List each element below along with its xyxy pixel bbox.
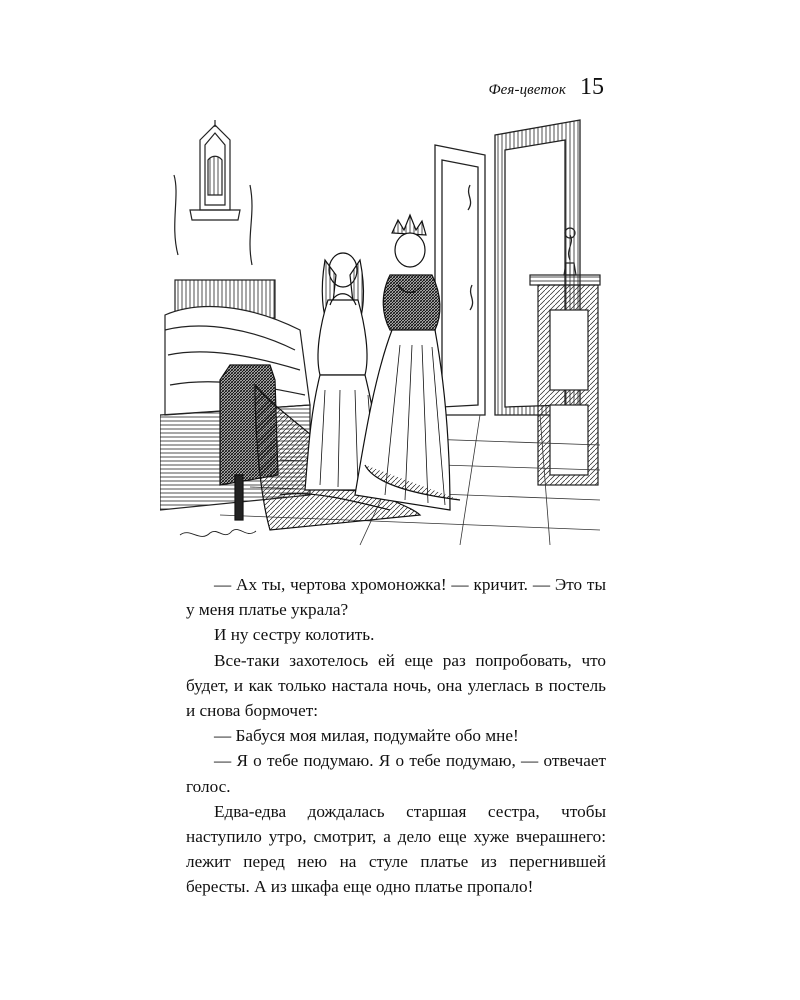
paragraph: — Я о тебе подумаю. Я о тебе подумаю, — отвечает голос.	[186, 751, 606, 796]
paragraph: И ну сестру колотить.	[214, 625, 375, 645]
paragraph: — Ах ты, чертова хромоножка! — кричит. — Это ты у меня платье украла?	[186, 575, 606, 620]
paragraph: Едва-едва дождалась старшая сестра, чтобы наступило утро, смотрит, а дело еще хуже вчерашнего: лежит перед нею на стуле платье из перегнившей бересты. А из шкафа еще одно платье пропало!	[186, 801, 606, 897]
page-number: 15	[580, 74, 604, 100]
running-title: Фея-цветок	[488, 82, 566, 98]
engraving-svg	[160, 115, 610, 555]
illustration-engraving	[160, 115, 610, 555]
engraver-signature	[180, 529, 256, 536]
body-text	[186, 572, 606, 900]
paragraph: — Бабуся моя милая, подумайте обо мне!	[214, 726, 519, 746]
paragraph: Все-таки захотелось ей еще раз попробовать, что будет, и как только настала ночь, она улеглась в постель и снова бормочет:	[186, 650, 606, 721]
running-head	[488, 74, 604, 101]
wall-shrine	[174, 120, 252, 265]
